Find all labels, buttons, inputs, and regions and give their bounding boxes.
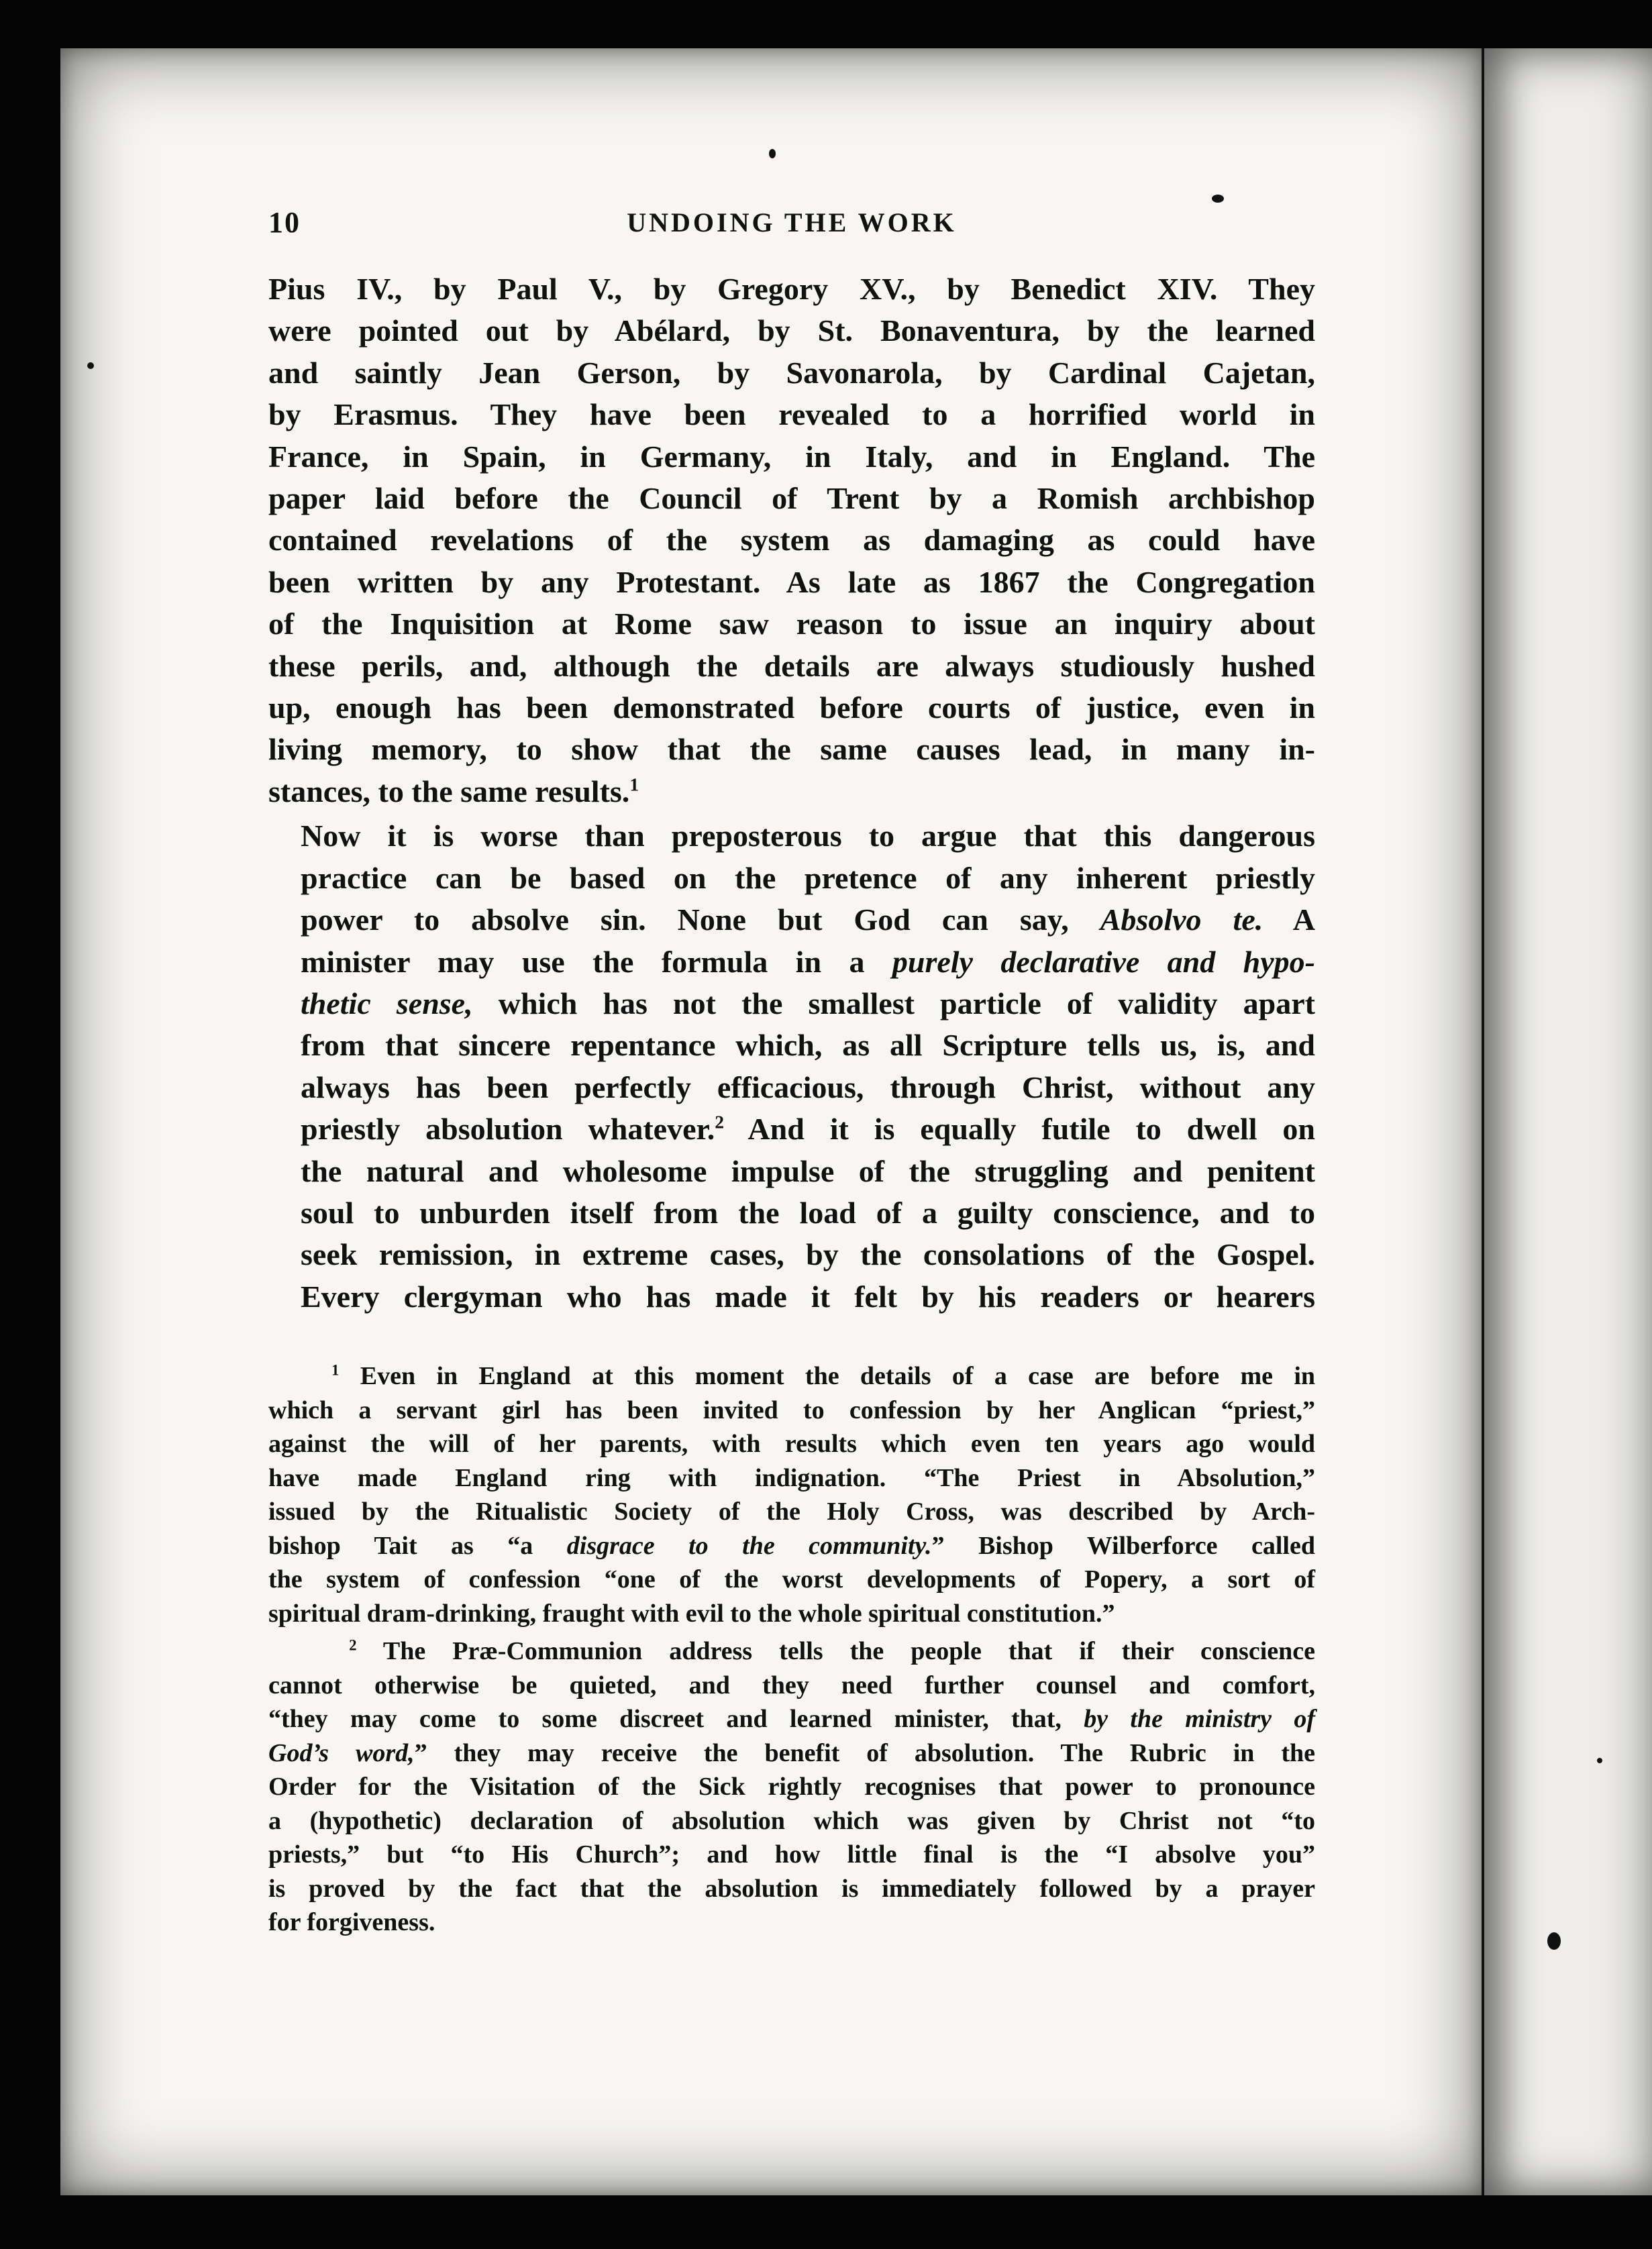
footnote-line — [268, 1634, 1315, 1669]
footnote-line: issued by the Ritualistic Society of the Holy Cross, was described by Arch- — [268, 1498, 1315, 1526]
text-fragment: A — [1292, 902, 1315, 937]
paragraph-1 — [268, 268, 1315, 813]
footnote-marker: 1 — [331, 1361, 340, 1379]
footnote-line: spiritual dram-drinking, fraught with evil to the whole spiritual constitution.” — [268, 1599, 1115, 1628]
text-line — [268, 1108, 1315, 1150]
text-line: and saintly Jean Gerson, by Savonarola, by Cardinal Cajetan, — [268, 355, 1315, 390]
text-fragment: power to absolve sin. None but God can say, — [301, 902, 1069, 937]
text-line: Now it is worse than preposterous to argue that this dangerous — [301, 819, 1315, 853]
text-line: Pius IV., by Paul V., by Gregory XV., by Benedict XIV. They — [268, 272, 1315, 306]
footnote-marker: 2 — [349, 1636, 357, 1654]
page-number: 10 — [268, 206, 301, 239]
text-line: France, in Spain, in Germany, in Italy, and in England. The — [268, 439, 1315, 474]
text-line: practice can be based on the pretence of any inherent priestly — [301, 860, 1315, 895]
footnote-line: a (hypothetic) declaration of absolution which was given by Christ not “to — [268, 1806, 1315, 1835]
scan-speck — [87, 362, 94, 369]
text-line: contained revelations of the system as damaging as could have — [268, 523, 1315, 558]
footnote-line: Order for the Visitation of the Sick rightly recognises that power to pronounce — [268, 1773, 1315, 1801]
text-fragment: which has not the smallest particle of validity apart — [498, 986, 1316, 1021]
text-fragment: bishop Tait as “a — [268, 1531, 533, 1560]
italic-phrase: God’s word, — [268, 1738, 415, 1767]
footnote-1 — [268, 1359, 1315, 1630]
text-fragment: priestly absolution whatever. — [301, 1112, 715, 1147]
footnote-line: which a servant girl has been invited to confession by her Anglican “priest,” — [268, 1396, 1315, 1424]
scan-speck — [769, 149, 776, 158]
scan-speck — [1547, 1932, 1561, 1950]
running-title: UNDOING THE WORK — [627, 207, 957, 238]
text-line: were pointed out by Abélard, by St. Bonaventura, by the learned — [268, 313, 1315, 348]
text-fragment: stances, to the same results. — [268, 774, 630, 808]
text-line: paper laid before the Council of Trent by a Romish archbishop — [268, 481, 1315, 516]
scan-speck — [1212, 195, 1224, 203]
footnote-line: cannot otherwise be quieted, and they need further counsel and comfort, — [268, 1671, 1315, 1699]
text-line: up, enough has been demonstrated before courts of justice, even in — [268, 690, 1315, 725]
text-line — [268, 899, 1315, 941]
facing-page-edge — [1484, 48, 1652, 2195]
footnote-line — [268, 1359, 1315, 1394]
text-line: Every clergyman who has made it felt by his readers or hearers — [301, 1279, 1315, 1314]
italic-phrase: disgrace to the community. — [566, 1531, 932, 1560]
body-text — [268, 268, 1315, 1318]
footnote-reference-2[interactable]: 2 — [715, 1111, 725, 1133]
footnote-line: have made England ring with indignation. “The Priest in Absolution,” — [268, 1463, 1315, 1492]
footnote-line — [268, 1736, 1315, 1771]
text-line: from that sincere repentance which, as all Scripture tells us, is, and — [301, 1028, 1315, 1063]
text-line: seek remission, in extreme cases, by the consolations of the Gospel. — [301, 1237, 1315, 1272]
text-line: soul to unburden itself from the load of a guilty conscience, and to — [301, 1195, 1315, 1230]
footnote-2 — [268, 1634, 1315, 1940]
text-fragment: The Præ-Communion address tells the people that if their conscience — [382, 1637, 1315, 1665]
footnote-line: priests,” but “to His Church”; and how little final is the “I absolve you” — [268, 1840, 1315, 1869]
footnotes — [268, 1359, 1315, 1940]
footnote-line — [268, 1702, 1315, 1736]
italic-phrase: purely declarative and hypo- — [892, 944, 1315, 979]
italic-phrase: Absolvo te. — [1100, 902, 1263, 937]
text-fragment: minister may use the formula in a — [301, 944, 865, 979]
page-header — [268, 205, 1315, 252]
text-line: living memory, to show that the same causes lead, in many in- — [268, 732, 1315, 767]
text-fragment: ” they may receive the benefit of absolution. The Rubric in the — [414, 1738, 1316, 1767]
footnote-reference-1[interactable]: 1 — [629, 774, 639, 795]
text-fragment: ” Bishop Wilberforce called — [931, 1531, 1315, 1560]
text-line: these perils, and, although the details are always studiously hushed — [268, 648, 1315, 683]
text-line: by Erasmus. They have been revealed to a horrified world in — [268, 397, 1315, 432]
footnote-line: against the will of her parents, with results which even ten years ago would — [268, 1430, 1315, 1458]
footnote-line — [268, 1529, 1315, 1563]
text-line — [268, 983, 1315, 1025]
scan-speck — [1597, 1758, 1602, 1763]
text-line — [268, 771, 1315, 813]
italic-phrase: by the ministry of — [1084, 1705, 1315, 1733]
text-line: always has been perfectly efficacious, through Christ, without any — [301, 1069, 1315, 1104]
footnote-line: the system of confession “one of the worst developments of Popery, a sort of — [268, 1565, 1315, 1593]
text-line: of the Inquisition at Rome saw reason to issue an inquiry about — [268, 607, 1315, 641]
text-line: the natural and wholesome impulse of the struggling and penitent — [301, 1153, 1315, 1188]
italic-phrase: thetic sense, — [301, 986, 473, 1021]
text-line: been written by any Protestant. As late as 1867 the Congregation — [268, 564, 1315, 599]
paragraph-2 — [268, 815, 1315, 1318]
footnote-line: for forgiveness. — [268, 1908, 435, 1936]
footnote-line: is proved by the fact that the absolution is immediately followed by a prayer — [268, 1874, 1315, 1903]
text-fragment: And it is equally futile to dwell on — [747, 1112, 1315, 1147]
text-line — [268, 941, 1315, 983]
text-fragment: “they may come to some discreet and learned minister, that, — [268, 1705, 1062, 1733]
text-fragment: Even in England at this moment the details of a case are before me in — [360, 1362, 1316, 1390]
